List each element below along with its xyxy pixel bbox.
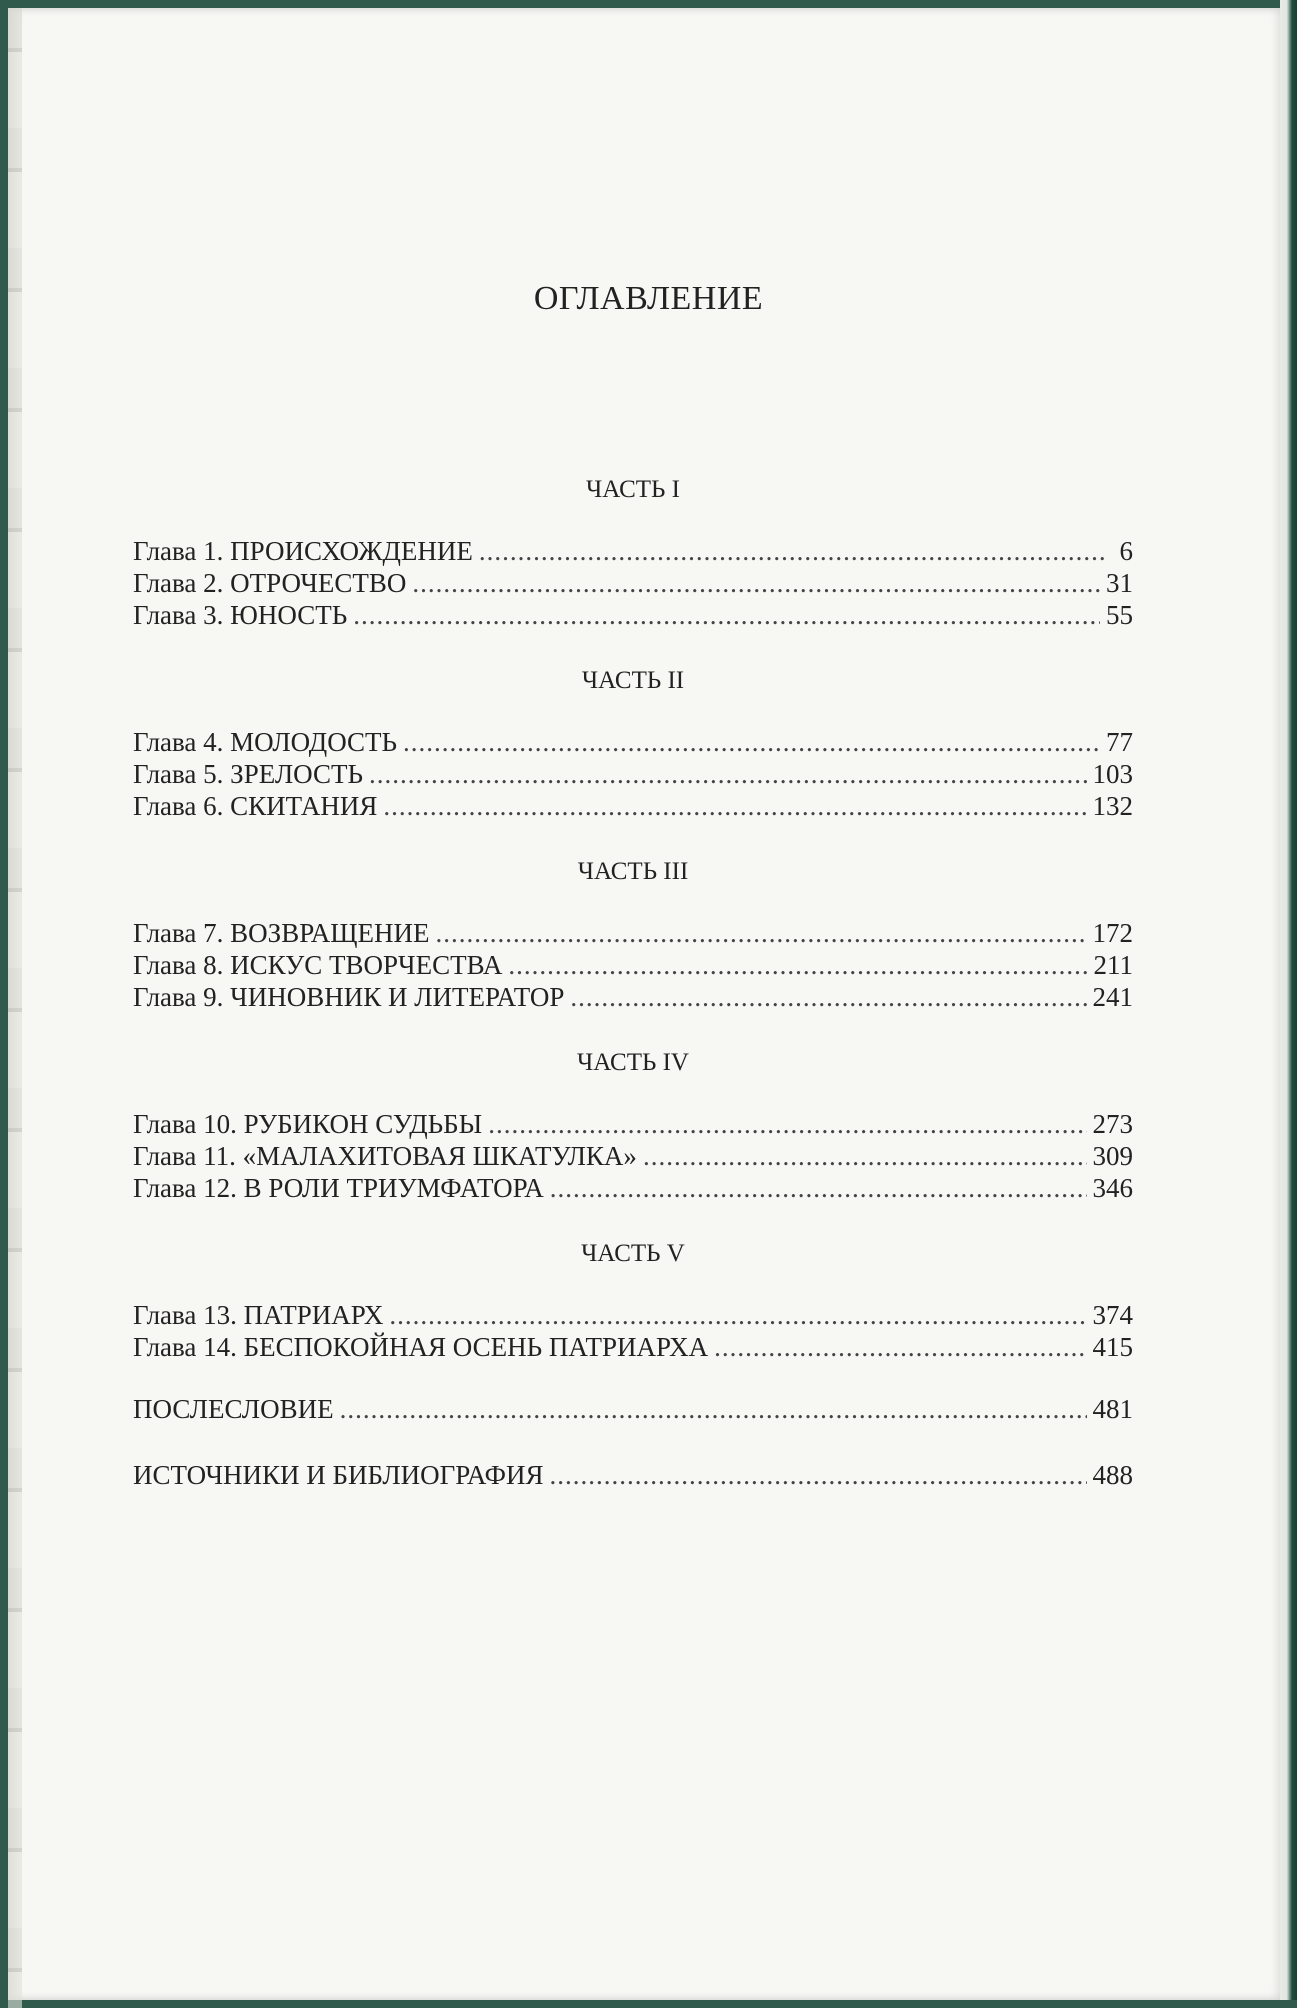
entry-page: 55 — [1106, 600, 1133, 630]
entry-page: 211 — [1093, 950, 1133, 980]
part-title: ЧАСТЬ III — [577, 858, 689, 885]
toc-entry[interactable] — [133, 567, 1133, 599]
toc-entry[interactable] — [133, 1140, 1133, 1172]
toc-entry[interactable] — [133, 758, 1133, 790]
entry-label: Глава 10. РУБИКОН СУДЬБЫ — [133, 1109, 483, 1139]
entry-page: 415 — [1092, 1332, 1133, 1362]
entry-label: Глава 3. ЮНОСТЬ — [133, 600, 348, 630]
entry-page: 273 — [1092, 1109, 1133, 1139]
entry-label: ПОСЛЕСЛОВИЕ — [133, 1394, 334, 1424]
dot-leader — [383, 790, 1086, 822]
dot-leader — [436, 917, 1087, 949]
entry-label: Глава 5. ЗРЕЛОСТЬ — [133, 759, 363, 789]
toc-entry[interactable] — [133, 917, 1133, 949]
entry-label: Глава 9. ЧИНОВНИК И ЛИТЕРАТОР — [133, 982, 565, 1012]
entry-page: 31 — [1106, 568, 1133, 598]
part-title: ЧАСТЬ V — [581, 1240, 685, 1267]
entry-page: 172 — [1092, 918, 1133, 948]
dot-leader — [340, 1393, 1087, 1425]
entry-page: 6 — [1119, 536, 1133, 566]
entry-label: Глава 14. БЕСПОКОЙНАЯ ОСЕНЬ ПАТРИАРХА — [133, 1332, 709, 1362]
toc-entry-afterword[interactable] — [133, 1393, 1133, 1425]
entry-page: 103 — [1092, 759, 1133, 789]
entry-label: Глава 13. ПАТРИАРХ — [133, 1300, 384, 1330]
toc-entry[interactable] — [133, 599, 1133, 631]
entry-page: 374 — [1092, 1300, 1133, 1330]
dot-leader — [403, 726, 1100, 758]
entry-page: 77 — [1106, 727, 1133, 757]
entry-page: 488 — [1092, 1460, 1133, 1490]
entry-label: Глава 2. ОТРОЧЕСТВО — [133, 568, 407, 598]
entry-label: Глава 4. МОЛОДОСТЬ — [133, 727, 398, 757]
entry-label: Глава 12. В РОЛИ ТРИУМФАТОРА — [133, 1173, 544, 1203]
entry-page: 132 — [1092, 791, 1133, 821]
toc-entry[interactable] — [133, 535, 1133, 567]
dot-leader — [488, 1108, 1086, 1140]
dot-leader — [550, 1172, 1087, 1204]
toc-entry[interactable] — [133, 1172, 1133, 1204]
toc-entry[interactable] — [133, 790, 1133, 822]
dot-leader — [412, 567, 1100, 599]
entry-label: Глава 11. «МАЛАХИТОВАЯ ШКАТУЛКА» — [133, 1141, 637, 1171]
toc-entry[interactable] — [133, 981, 1133, 1013]
part-title: ЧАСТЬ I — [586, 476, 680, 503]
entry-label: Глава 7. ВОЗВРАЩЕНИЕ — [133, 918, 430, 948]
entry-label: Глава 6. СКИТАНИЯ — [133, 791, 378, 821]
table-of-contents — [133, 465, 1133, 1491]
toc-entry[interactable] — [133, 1299, 1133, 1331]
dot-leader — [714, 1331, 1086, 1363]
dot-leader — [389, 1299, 1086, 1331]
entry-page: 481 — [1092, 1394, 1133, 1424]
dot-leader — [508, 949, 1087, 981]
toc-entry[interactable] — [133, 949, 1133, 981]
dot-leader — [479, 535, 1107, 567]
entry-label: Глава 1. ПРОИСХОЖДЕНИЕ — [133, 536, 473, 566]
part-title: ЧАСТЬ IV — [577, 1049, 689, 1076]
dot-leader — [643, 1140, 1087, 1172]
entry-label: Глава 8. ИСКУС ТВОРЧЕСТВА — [133, 950, 503, 980]
toc-entry[interactable] — [133, 1331, 1133, 1363]
dot-leader — [369, 758, 1087, 790]
dot-leader — [353, 599, 1100, 631]
part-title: ЧАСТЬ II — [581, 667, 685, 694]
entry-page: 309 — [1092, 1141, 1133, 1171]
toc-entry[interactable] — [133, 1108, 1133, 1140]
page-title: ОГЛАВЛЕНИЕ — [533, 280, 764, 317]
entry-page: 241 — [1092, 982, 1133, 1012]
dot-leader — [570, 981, 1086, 1013]
toc-entry[interactable] — [133, 726, 1133, 758]
entry-page: 346 — [1092, 1173, 1133, 1203]
dot-leader — [549, 1459, 1086, 1491]
toc-entry-bibliography[interactable] — [133, 1459, 1133, 1491]
entry-label: ИСТОЧНИКИ И БИБЛИОГРАФИЯ — [133, 1460, 544, 1490]
